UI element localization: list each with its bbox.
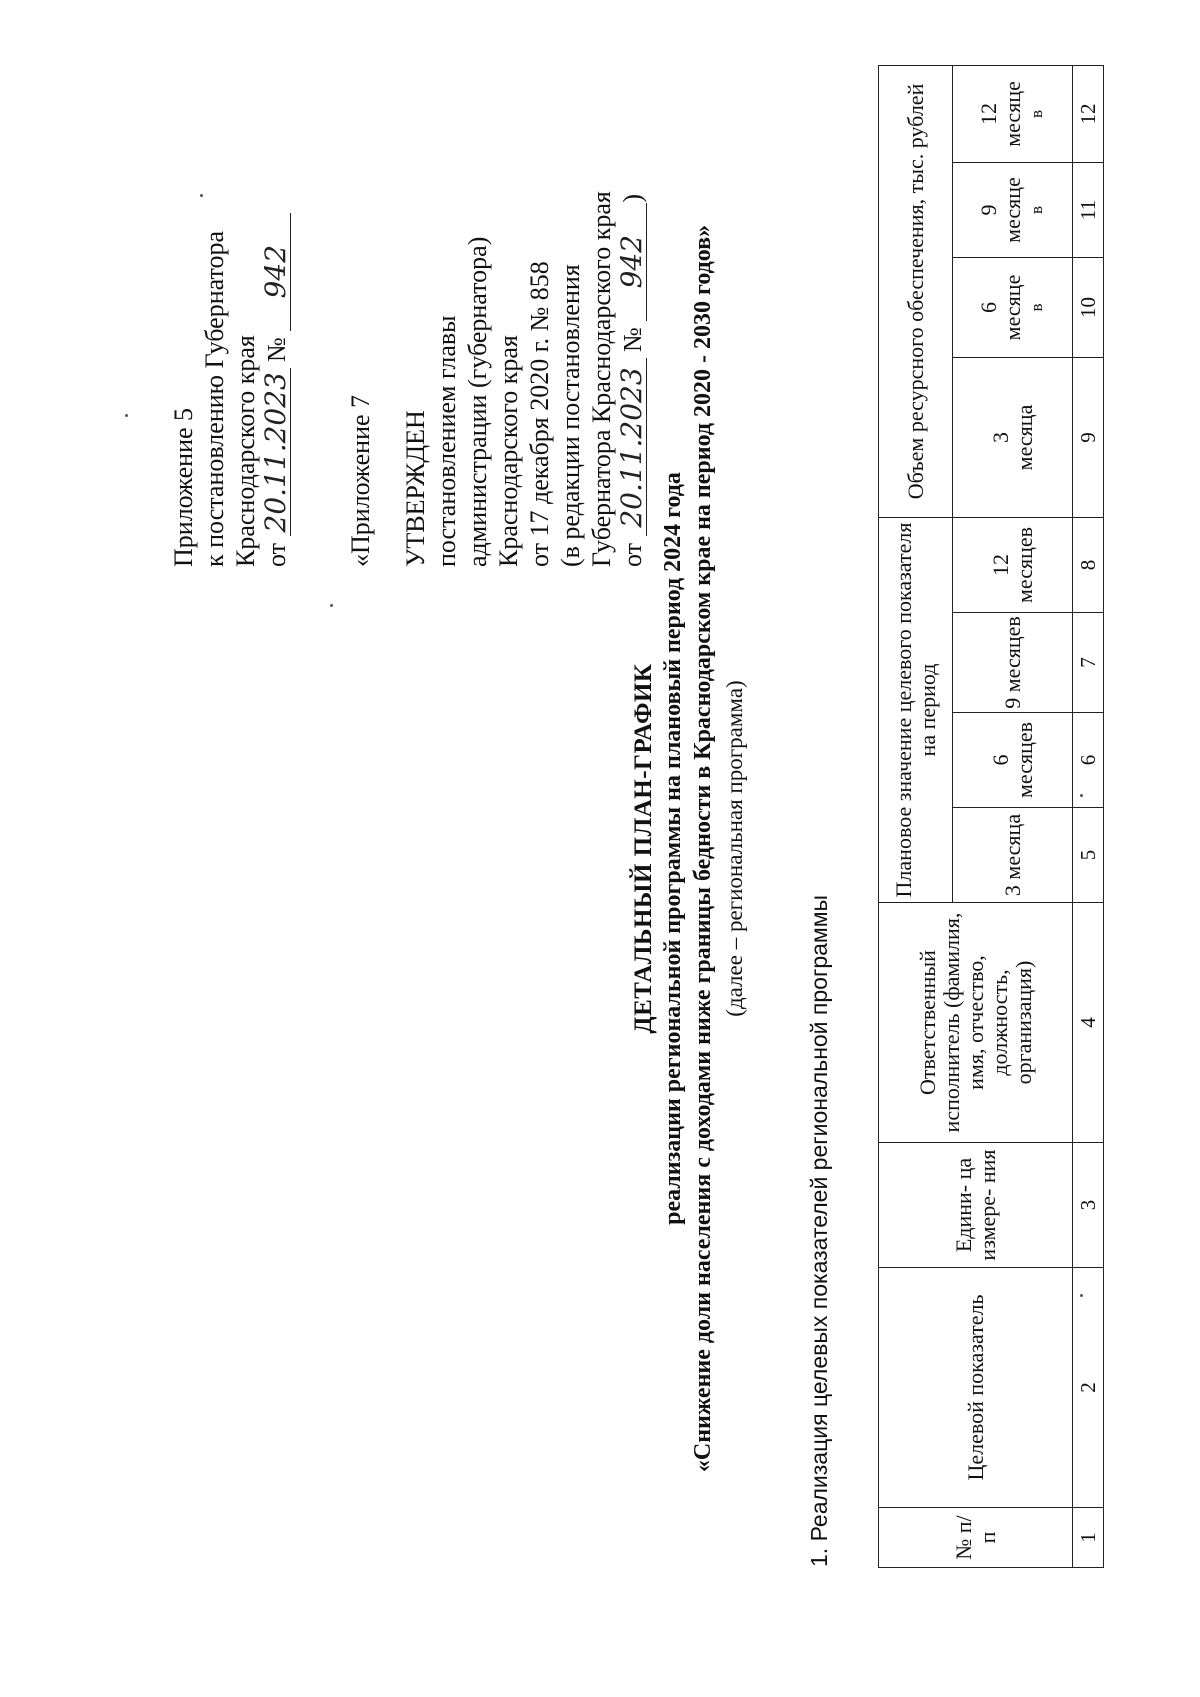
scan-speck — [1080, 1294, 1083, 1297]
program-note: (далее – региональная программа) — [722, 680, 747, 1017]
plan-12-months: 12 месяцев — [953, 517, 1073, 612]
from-prefix: от — [262, 542, 291, 567]
header-resource: Объем ресурсного обеспечения, тыс. рублей — [879, 65, 953, 517]
from-prefix: от — [618, 542, 647, 567]
appendix5-line2: к постановлению Губернатора — [200, 230, 229, 567]
plan-3-months: 3 месяца — [953, 808, 1073, 903]
resource-6-months: 6 месяце в — [953, 257, 1073, 357]
table-header-row — [879, 65, 953, 1567]
appendix5-line3: Краснодарского края — [231, 335, 260, 567]
approval-block — [400, 191, 648, 567]
header-responsible: Ответственный исполнитель (фамилия, имя, отчество, должность, организация) — [879, 903, 1073, 1143]
appendix5-date-line — [261, 213, 292, 567]
approval-line4: от 17 декабря 2020 г. № 858 — [525, 261, 554, 567]
scan-speck — [1080, 794, 1083, 797]
handwritten-date: 20.11.2023 — [262, 368, 291, 536]
approval-line6: Губернатора Краснодарского края — [587, 191, 616, 567]
scan-speck — [125, 414, 128, 417]
header-no: № п/п — [879, 1508, 1073, 1568]
handwritten-number: 942 — [262, 213, 291, 331]
appendix5-line1: Приложение 5 — [169, 407, 198, 567]
column-number: 3 — [1073, 1143, 1104, 1268]
appendix7-quote-line: «Приложение 7 — [346, 394, 375, 567]
section-heading: 1. Реализация целевых показателей региональной программы — [806, 894, 832, 1567]
appendix7-block — [345, 395, 376, 567]
column-number: 4 — [1073, 903, 1104, 1143]
resource-3-months: 3 месяца — [953, 357, 1073, 517]
approval-line1: постановлением главы — [432, 315, 461, 567]
column-number: 2 — [1073, 1268, 1104, 1508]
resource-9-months: 9 месяце в — [953, 162, 1073, 257]
column-number: 10 — [1073, 257, 1104, 357]
appendix5-block — [168, 213, 292, 567]
number-prefix: № — [618, 327, 647, 352]
document-title: ДЕТАЛЬНЫЙ ПЛАН-ГРАФИК — [630, 663, 657, 1034]
scan-speck — [330, 604, 333, 607]
column-number: 1 — [1073, 1508, 1104, 1568]
column-number: 12 — [1073, 65, 1104, 162]
header-unit: Едини- ца измере- ния — [879, 1143, 1073, 1268]
number-prefix: № — [262, 337, 291, 362]
column-number-row — [1073, 65, 1104, 1567]
approval-line5: (в редакции постановления — [556, 264, 585, 567]
plan-6-months: 6 месяцев — [953, 713, 1073, 808]
document-subtitle: реализации региональной программы на плановый период 2024 года — [660, 472, 686, 1225]
scan-speck — [200, 194, 203, 197]
header-plan: Плановое значение целевого показателя на период — [879, 517, 953, 902]
resource-12-months: 12 месяце в — [953, 65, 1073, 162]
column-number: 8 — [1073, 517, 1104, 612]
approval-line3: Краснодарского края — [494, 335, 523, 567]
column-number: 11 — [1073, 162, 1104, 257]
plan-9-months: 9 месяцев — [953, 613, 1073, 713]
column-number: 6 — [1073, 713, 1104, 808]
column-number: 5 — [1073, 808, 1104, 903]
handwritten-date: 20.11.2023 — [618, 358, 647, 536]
column-number: 7 — [1073, 613, 1104, 713]
header-indicator: Целевой показатель — [879, 1268, 1073, 1508]
approval-line2: администрации (губернатора) — [463, 236, 492, 567]
column-number: 9 — [1073, 357, 1104, 517]
program-name: «Снижение доли населения с доходами ниже границы бедности в Краснодарском крае на период 2020 - 2030 годов» — [690, 224, 716, 1473]
approved-heading: УТВЕРЖДЕН — [401, 410, 430, 567]
closing-paren: ) — [618, 193, 647, 203]
indicators-table — [878, 65, 1104, 1568]
handwritten-number: 942 — [618, 203, 647, 321]
